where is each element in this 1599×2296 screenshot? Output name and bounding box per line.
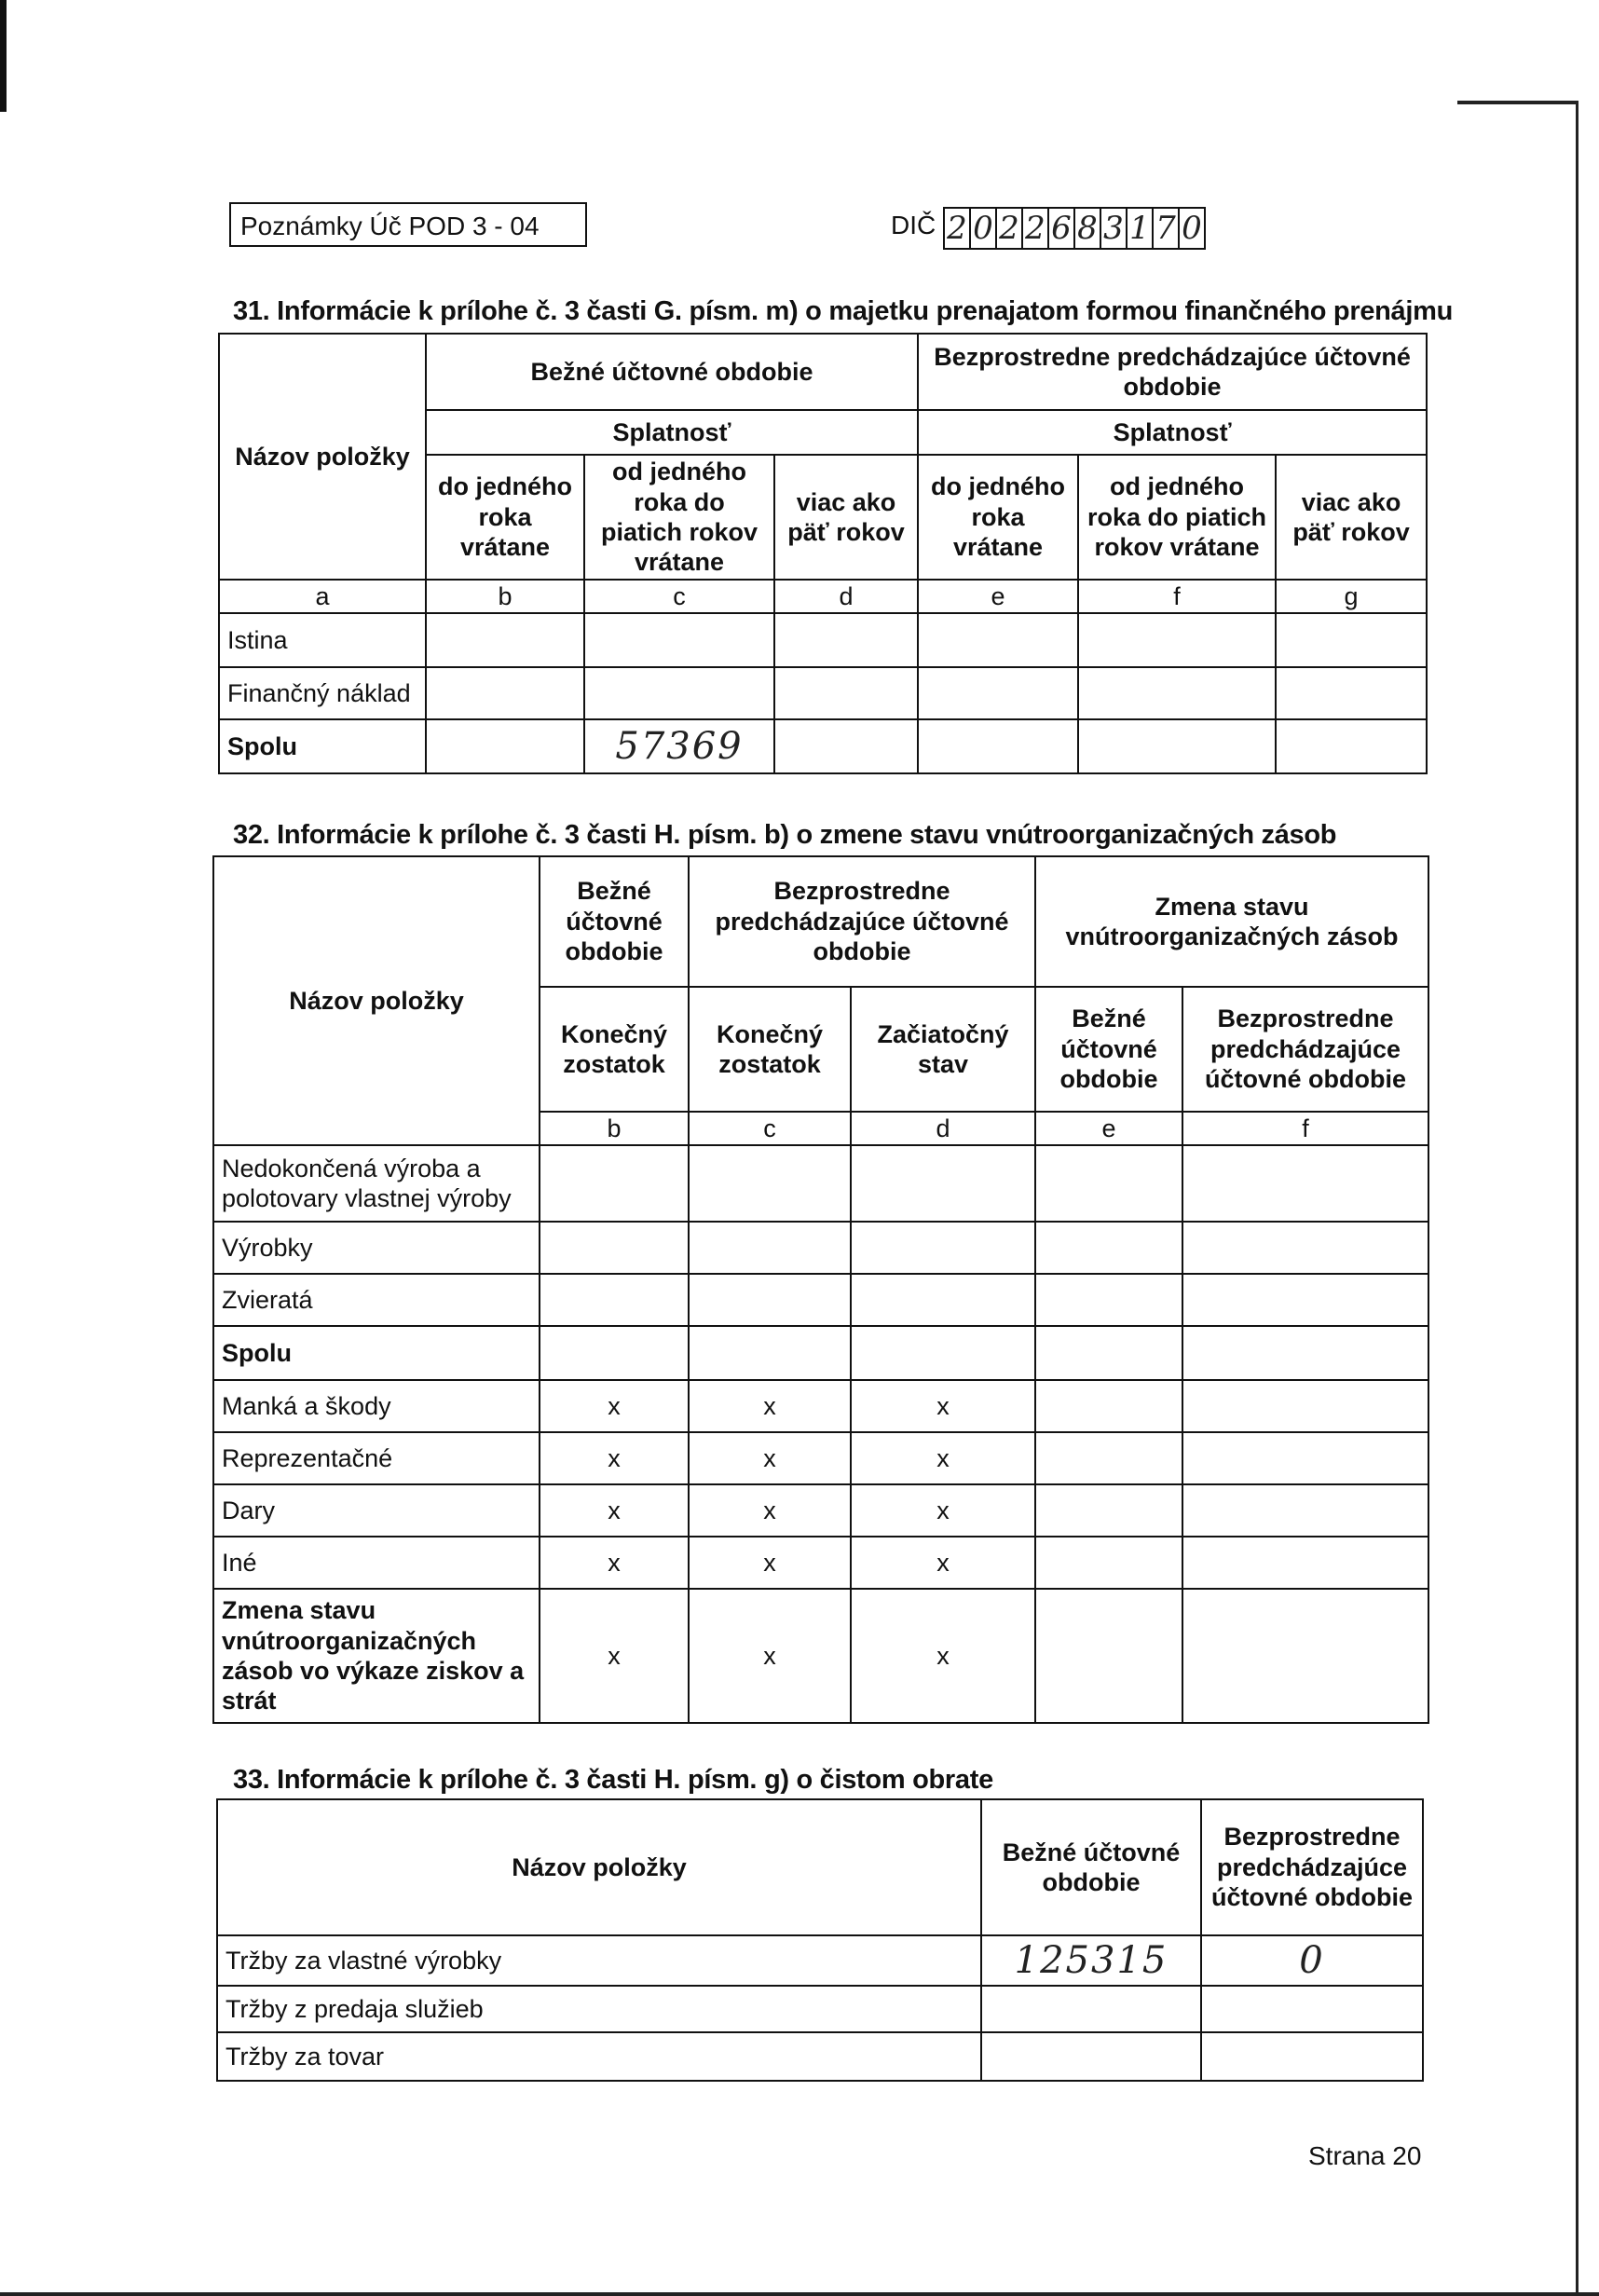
subheader: Bezprostredne predchádzajúce účtovné obdobie xyxy=(1182,987,1428,1112)
cell xyxy=(918,667,1078,719)
cell xyxy=(1276,613,1427,667)
cell xyxy=(540,1326,689,1380)
column-letter: e xyxy=(1035,1112,1182,1145)
subheader: Bežné účtovné obdobie xyxy=(1035,987,1182,1112)
cell xyxy=(1078,613,1276,667)
cell xyxy=(1276,667,1427,719)
cell xyxy=(689,1145,851,1222)
dic-digit: 2 xyxy=(997,209,1023,248)
cell xyxy=(1078,719,1276,773)
column-letter: c xyxy=(584,580,774,613)
subheader: Konečný zostatok xyxy=(540,987,689,1112)
scan-edge-right-top xyxy=(1457,101,1578,104)
column-letter: d xyxy=(851,1112,1035,1145)
header-current-period: Bežné účtovné obdobie xyxy=(981,1799,1201,1935)
cell xyxy=(1035,1326,1182,1380)
cell: x xyxy=(689,1537,851,1589)
header-current-period: Bežné účtovné obdobie xyxy=(540,856,689,987)
page-number: Strana 20 xyxy=(1308,2141,1422,2170)
cell xyxy=(1035,1380,1182,1432)
cell xyxy=(426,719,584,773)
table-row xyxy=(219,667,1427,719)
cell xyxy=(981,1986,1201,2032)
dic-digit: 8 xyxy=(1075,209,1101,248)
cell xyxy=(774,667,918,719)
table-row xyxy=(213,1432,1428,1484)
cell: x xyxy=(540,1432,689,1484)
cell: x xyxy=(689,1484,851,1537)
scan-edge-right xyxy=(1576,102,1599,2296)
subheader: Začiatočný stav xyxy=(851,987,1035,1112)
cell xyxy=(689,1326,851,1380)
cell xyxy=(1182,1222,1428,1274)
cell: x xyxy=(689,1432,851,1484)
header-splatnost: Splatnosť xyxy=(426,410,918,455)
header-name: Názov položky xyxy=(213,856,540,1145)
cell xyxy=(851,1326,1035,1380)
cell xyxy=(689,1274,851,1326)
row-label: Zmena stavu vnútroorganizačných zásob vo výkaze ziskov a strát xyxy=(213,1589,540,1723)
subheader: viac ako päť rokov xyxy=(1276,455,1427,580)
header-name: Názov položky xyxy=(219,334,426,580)
handwritten-value: 0 xyxy=(1201,1935,1423,1986)
section-32-table xyxy=(212,855,1429,1724)
row-label: Tržby za tovar xyxy=(217,2032,981,2081)
cell xyxy=(981,2032,1201,2081)
row-label: Reprezentačné xyxy=(213,1432,540,1484)
cell xyxy=(1182,1274,1428,1326)
form-code-box: Poznámky Úč POD 3 - 04 xyxy=(229,202,587,247)
row-label: Zvieratá xyxy=(213,1274,540,1326)
table-row xyxy=(213,1380,1428,1432)
table-row xyxy=(217,1986,1423,2032)
cell xyxy=(1182,1380,1428,1432)
column-letter: b xyxy=(540,1112,689,1145)
section-31-title: 31. Informácie k prílohe č. 3 časti G. písm. m) o majetku prenajatom formou finančného prenájmu xyxy=(233,296,1454,326)
cell xyxy=(540,1222,689,1274)
table-row xyxy=(219,719,1427,773)
cell xyxy=(1078,667,1276,719)
header-previous-period: Bezprostredne predchádzajúce účtovné obdobie xyxy=(689,856,1035,987)
cell xyxy=(1182,1589,1428,1723)
table-row xyxy=(217,1935,1423,1986)
cell xyxy=(689,1222,851,1274)
cell xyxy=(1035,1222,1182,1274)
cell xyxy=(918,613,1078,667)
cell xyxy=(1182,1432,1428,1484)
subheader: od jedného roka do piatich rokov vrátane xyxy=(584,455,774,580)
section-33-table xyxy=(216,1798,1424,2082)
dic-digit: 7 xyxy=(1154,209,1180,248)
cell: x xyxy=(851,1432,1035,1484)
table-row xyxy=(213,1274,1428,1326)
scan-edge-bottom xyxy=(0,2292,1599,2296)
column-letter: g xyxy=(1276,580,1427,613)
table-row xyxy=(213,1222,1428,1274)
cell: x xyxy=(540,1589,689,1723)
table-row xyxy=(213,1589,1428,1723)
cell xyxy=(1035,1145,1182,1222)
handwritten-value: 125315 xyxy=(981,1935,1201,1986)
column-letter: a xyxy=(219,580,426,613)
dic-digit: 2 xyxy=(945,209,971,248)
column-letter: f xyxy=(1078,580,1276,613)
cell xyxy=(1182,1484,1428,1537)
cell xyxy=(918,719,1078,773)
row-label: Dary xyxy=(213,1484,540,1537)
header-previous-period: Bezprostredne predchádzajúce účtovné obdobie xyxy=(918,334,1427,410)
row-label: Spolu xyxy=(213,1326,540,1380)
cell xyxy=(1035,1537,1182,1589)
column-letter: b xyxy=(426,580,584,613)
table-row xyxy=(217,2032,1423,2081)
table-row xyxy=(213,1326,1428,1380)
row-label: Iné xyxy=(213,1537,540,1589)
cell xyxy=(584,613,774,667)
dic-digit: 6 xyxy=(1049,209,1075,248)
header-change: Zmena stavu vnútroorganizačných zásob xyxy=(1035,856,1428,987)
header-splatnost: Splatnosť xyxy=(918,410,1427,455)
row-label: Manká a škody xyxy=(213,1380,540,1432)
cell: x xyxy=(540,1380,689,1432)
cell xyxy=(774,613,918,667)
cell xyxy=(540,1145,689,1222)
cell xyxy=(1035,1274,1182,1326)
column-letter: c xyxy=(689,1112,851,1145)
cell: x xyxy=(851,1380,1035,1432)
cell: x xyxy=(540,1537,689,1589)
dic-digit: 2 xyxy=(1023,209,1049,248)
table-row xyxy=(213,1537,1428,1589)
cell xyxy=(540,1274,689,1326)
dic-digit: 3 xyxy=(1101,209,1128,248)
dic-boxes xyxy=(943,207,1206,250)
table-row xyxy=(213,1145,1428,1222)
cell xyxy=(426,613,584,667)
scan-edge-left xyxy=(0,0,7,112)
cell xyxy=(851,1145,1035,1222)
cell: x xyxy=(540,1484,689,1537)
dic-label: DIČ xyxy=(891,211,936,239)
subheader: od jedného roka do piatich rokov vrátane xyxy=(1078,455,1276,580)
header-previous-period: Bezprostredne predchádzajúce účtovné obdobie xyxy=(1201,1799,1423,1935)
cell xyxy=(774,719,918,773)
dic-digit: 0 xyxy=(1182,210,1202,247)
section-31-table xyxy=(218,333,1428,774)
row-label: Výrobky xyxy=(213,1222,540,1274)
cell: x xyxy=(689,1380,851,1432)
row-label: Finančný náklad xyxy=(219,667,426,719)
cell: x xyxy=(851,1537,1035,1589)
subheader: Konečný zostatok xyxy=(689,987,851,1112)
header-name: Názov položky xyxy=(217,1799,981,1935)
cell xyxy=(1201,2032,1423,2081)
cell xyxy=(1035,1484,1182,1537)
dic-digit: 0 xyxy=(971,209,997,248)
cell xyxy=(1035,1432,1182,1484)
row-label: Nedokončená výroba a polotovary vlastnej výroby xyxy=(213,1145,540,1222)
row-label: Tržby z predaja služieb xyxy=(217,1986,981,2032)
cell: x xyxy=(851,1484,1035,1537)
cell xyxy=(1035,1589,1182,1723)
cell xyxy=(1276,719,1427,773)
table-row xyxy=(219,613,1427,667)
subheader: viac ako päť rokov xyxy=(774,455,918,580)
row-label: Spolu xyxy=(219,719,426,773)
cell xyxy=(851,1274,1035,1326)
table-row xyxy=(213,1484,1428,1537)
header-current-period: Bežné účtovné obdobie xyxy=(426,334,918,410)
handwritten-value: 57369 xyxy=(584,719,774,773)
cell xyxy=(1201,1986,1423,2032)
row-label: Tržby za vlastné výrobky xyxy=(217,1935,981,1986)
cell: x xyxy=(689,1589,851,1723)
cell xyxy=(851,1222,1035,1274)
cell xyxy=(426,667,584,719)
column-letter: f xyxy=(1182,1112,1428,1145)
cell xyxy=(1182,1145,1428,1222)
section-33-title: 33. Informácie k prílohe č. 3 časti H. písm. g) o čistom obrate xyxy=(233,1765,993,1795)
cell: x xyxy=(851,1589,1035,1723)
subheader: do jedného roka vrátane xyxy=(918,455,1078,580)
subheader: do jedného roka vrátane xyxy=(426,455,584,580)
dic-digit: 1 xyxy=(1128,209,1154,248)
row-label: Istina xyxy=(219,613,426,667)
cell xyxy=(1182,1537,1428,1589)
column-letter: d xyxy=(774,580,918,613)
column-letter: e xyxy=(918,580,1078,613)
cell xyxy=(1182,1326,1428,1380)
cell xyxy=(584,667,774,719)
section-32-title: 32. Informácie k prílohe č. 3 časti H. písm. b) o zmene stavu vnútroorganizačných zásob xyxy=(233,820,1337,850)
